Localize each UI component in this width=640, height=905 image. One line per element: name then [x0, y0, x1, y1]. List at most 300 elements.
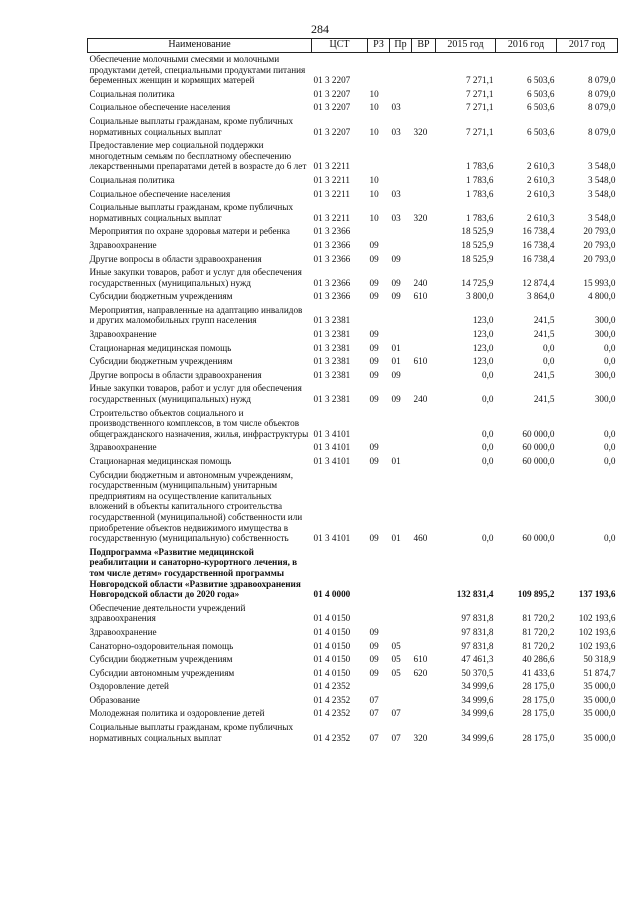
table-row [88, 201, 618, 225]
cell-2017: 3 548,0 [587, 188, 616, 199]
cell-2015: 18 525,9 [461, 226, 494, 237]
cell-name: Социальные выплаты гражданам, кроме публичных нормативных социальных выплат [89, 202, 294, 223]
cell-cst: 01 3 2366 [313, 277, 351, 288]
cell-pr: 09 [391, 277, 401, 288]
table-row [88, 101, 618, 115]
table-row [88, 188, 618, 202]
cell-pr: 07 [391, 732, 401, 743]
table-row [88, 253, 618, 267]
cell-name: Строительство объектов социального и производственного комплексов, в том числе объектов общегражданского назначения, жилья, инфраструктуры [89, 407, 309, 439]
cell-rz [368, 304, 390, 328]
cell-name: Здравоохранение [89, 626, 157, 637]
cell-vr [412, 602, 436, 626]
cell-2015: 123,0 [472, 342, 494, 353]
cell-2017: 35 000,0 [583, 708, 616, 719]
cell-pr [390, 139, 412, 174]
table-row [88, 355, 618, 369]
table-row [88, 88, 618, 102]
cell-2015: 34 999,6 [461, 708, 494, 719]
cell-name: Социальная политика [89, 88, 175, 99]
cell-pr [390, 174, 412, 188]
cell-vr [412, 640, 436, 654]
cell-2016: 6 503,6 [526, 102, 555, 113]
cell-rz [368, 225, 390, 239]
cell-pr: 09 [391, 253, 401, 264]
cell-pr: 09 [391, 291, 401, 302]
cell-2016: 0,0 [543, 356, 555, 367]
cell-2015: 18 525,9 [461, 239, 494, 250]
cell-rz [368, 602, 390, 626]
cell-name: Социальная политика [89, 174, 175, 185]
cell-rz: 07 [369, 732, 379, 743]
cell-pr [390, 239, 412, 253]
cell-2017: 102 193,6 [578, 613, 616, 624]
cell-2015: 0,0 [482, 456, 494, 466]
cell-rz: 09 [369, 456, 379, 466]
cell-vr: 610 [413, 356, 428, 367]
cell-2016: 2 610,3 [526, 161, 555, 172]
cell-2017: 20 793,0 [583, 253, 616, 264]
cell-cst: 01 4 2352 [313, 694, 351, 705]
cell-2017: 300,0 [594, 315, 616, 326]
cell-2016: 28 175,0 [522, 694, 555, 705]
header-2017: 2017 год [557, 39, 618, 53]
cell-2016: 28 175,0 [522, 708, 555, 719]
cell-cst: 01 3 2211 [313, 212, 350, 223]
cell-vr [412, 546, 436, 602]
cell-2015: 7 271,1 [465, 75, 494, 86]
cell-name: Иные закупки товаров, работ и услуг для обеспечения государственных (муниципальных) нужд [89, 383, 302, 405]
cell-name: Субсидии бюджетным учреждениям [89, 356, 233, 367]
cell-2017: 0,0 [604, 428, 616, 439]
cell-2016: 16 738,4 [522, 253, 555, 264]
cell-2016: 81 720,2 [522, 626, 555, 637]
cell-2017: 3 548,0 [587, 161, 616, 172]
cell-2015: 97 831,8 [461, 626, 494, 637]
table-row [88, 602, 618, 626]
cell-vr [412, 694, 436, 708]
header-2016: 2016 год [496, 39, 557, 53]
cell-2017: 50 318,9 [583, 654, 616, 665]
cell-name: Субсидии автономным учреждениям [89, 667, 235, 678]
table-row [88, 53, 618, 88]
cell-2015: 0,0 [482, 369, 494, 380]
cell-vr [412, 369, 436, 383]
cell-name: Образование [89, 694, 140, 705]
cell-pr [390, 304, 412, 328]
cell-rz: 09 [369, 239, 379, 250]
cell-vr [412, 188, 436, 202]
cell-pr: 05 [391, 654, 401, 665]
cell-vr [412, 53, 436, 88]
cell-cst: 01 3 2366 [313, 253, 351, 264]
cell-2015: 97 831,8 [461, 613, 494, 624]
cell-pr: 03 [391, 126, 401, 137]
cell-vr [412, 328, 436, 342]
cell-cst: 01 3 2211 [313, 174, 350, 185]
cell-pr [390, 53, 412, 88]
cell-rz: 09 [369, 640, 379, 651]
cell-2017: 3 548,0 [587, 212, 616, 223]
cell-2017: 0,0 [604, 442, 616, 453]
table-row [88, 304, 618, 328]
cell-rz: 10 [369, 212, 379, 223]
cell-cst: 01 3 4101 [313, 533, 351, 544]
cell-name: Стационарная медицинская помощь [89, 342, 232, 353]
cell-pr: 01 [391, 342, 401, 353]
cell-2015: 1 783,6 [465, 188, 494, 199]
table-row [88, 653, 618, 667]
cell-cst: 01 3 2366 [313, 291, 351, 302]
cell-2017: 0,0 [604, 533, 616, 544]
cell-rz [368, 139, 390, 174]
table-row [88, 546, 618, 602]
cell-cst: 01 3 2381 [313, 369, 351, 380]
cell-pr: 01 [391, 356, 401, 367]
table-row [88, 225, 618, 239]
cell-vr [412, 707, 436, 721]
table-header [88, 39, 618, 53]
header-vr: ВР [412, 39, 436, 53]
budget-table [87, 38, 618, 745]
cell-2016: 16 738,4 [522, 226, 555, 237]
table-row [88, 266, 618, 290]
cell-2017: 8 079,0 [587, 126, 616, 137]
cell-pr [390, 407, 412, 442]
cell-pr [390, 694, 412, 708]
cell-vr [412, 680, 436, 694]
cell-vr: 620 [413, 667, 428, 678]
table-row [88, 441, 618, 455]
cell-vr [412, 239, 436, 253]
cell-rz: 09 [369, 394, 379, 405]
cell-pr: 01 [391, 456, 401, 466]
cell-2016: 40 286,6 [522, 654, 555, 665]
cell-cst: 01 3 2207 [313, 75, 351, 86]
cell-2016: 60 000,0 [522, 456, 555, 466]
cell-rz: 07 [369, 708, 379, 719]
cell-name: Обеспечение деятельности учреждений здравоохранения [89, 602, 246, 624]
cell-2015: 3 800,0 [465, 291, 494, 302]
cell-2017: 4 800,0 [587, 291, 616, 302]
table-row [88, 382, 618, 406]
cell-2016: 241,5 [533, 394, 555, 405]
table-row [88, 342, 618, 356]
cell-2017: 8 079,0 [587, 88, 616, 99]
cell-2017: 137 193,6 [578, 589, 616, 600]
cell-cst: 01 3 2207 [313, 126, 351, 137]
cell-2015: 7 271,1 [465, 126, 494, 137]
table-row [88, 640, 618, 654]
cell-2015: 97 831,8 [461, 640, 494, 651]
cell-name: Здравоохранение [89, 239, 157, 250]
cell-rz: 07 [369, 694, 379, 705]
cell-cst: 01 4 0000 [313, 589, 351, 600]
cell-2017: 102 193,6 [578, 640, 616, 651]
cell-vr [412, 342, 436, 356]
cell-vr: 320 [413, 212, 428, 223]
cell-2017: 8 079,0 [587, 102, 616, 113]
cell-vr [412, 626, 436, 640]
cell-2015: 0,0 [482, 442, 494, 453]
cell-2016: 60 000,0 [522, 442, 555, 453]
cell-cst: 01 4 0150 [313, 613, 351, 624]
cell-2017: 3 548,0 [587, 174, 616, 185]
cell-pr [390, 441, 412, 455]
cell-vr [412, 101, 436, 115]
cell-2015: 7 271,1 [465, 102, 494, 113]
cell-2017: 20 793,0 [583, 226, 616, 237]
cell-2016: 28 175,0 [522, 732, 555, 743]
header-pr: Пр [390, 39, 412, 53]
header-cst: ЦСТ [312, 39, 368, 53]
cell-2015: 0,0 [482, 428, 494, 439]
cell-2015: 123,0 [472, 315, 494, 326]
cell-2015: 1 783,6 [465, 174, 494, 185]
cell-pr: 01 [391, 533, 401, 544]
cell-pr: 03 [391, 212, 401, 223]
table-row [88, 680, 618, 694]
cell-2015: 34 999,6 [461, 732, 494, 743]
cell-pr: 03 [391, 102, 401, 113]
cell-2016: 6 503,6 [526, 126, 555, 137]
cell-name: Субсидии бюджетным учреждениям [89, 654, 233, 665]
header-name: Наименование [88, 39, 312, 53]
cell-vr [412, 88, 436, 102]
cell-vr: 610 [413, 654, 428, 665]
cell-2016: 2 610,3 [526, 212, 555, 223]
cell-2016: 241,5 [533, 369, 555, 380]
cell-rz: 10 [369, 174, 379, 185]
cell-2016: 6 503,6 [526, 88, 555, 99]
cell-vr: 240 [413, 277, 428, 288]
table-row [88, 115, 618, 139]
cell-vr [412, 225, 436, 239]
cell-rz: 09 [369, 667, 379, 678]
cell-cst: 01 3 4101 [313, 428, 351, 439]
cell-name: Мероприятия по охране здоровья матери и ребенка [89, 226, 290, 237]
table-row [88, 174, 618, 188]
cell-rz [368, 546, 390, 602]
cell-2017: 51 874,7 [583, 667, 616, 678]
cell-2015: 1 783,6 [465, 161, 494, 172]
cell-cst: 01 3 2366 [313, 239, 351, 250]
cell-rz: 09 [369, 291, 379, 302]
cell-cst: 01 3 2381 [313, 394, 351, 405]
cell-vr [412, 139, 436, 174]
cell-2015: 18 525,9 [461, 253, 494, 264]
cell-2017: 35 000,0 [583, 694, 616, 705]
cell-rz: 09 [369, 277, 379, 288]
cell-vr: 320 [413, 732, 428, 743]
cell-cst: 01 4 0150 [313, 654, 351, 665]
cell-2015: 0,0 [482, 533, 494, 544]
cell-rz: 09 [369, 329, 379, 340]
cell-2016: 60 000,0 [522, 428, 555, 439]
table-row [88, 290, 618, 304]
cell-2015: 123,0 [472, 329, 494, 340]
cell-name: Предоставление мер социальной поддержки многодетным семьям по бесплатному обеспечению лекарственными препаратами детей в возрасте до 6 лет [89, 140, 307, 172]
cell-2016: 41 433,6 [522, 667, 555, 678]
cell-2016: 12 874,4 [522, 277, 555, 288]
cell-pr: 03 [391, 188, 401, 199]
table-body [88, 53, 618, 746]
cell-pr: 05 [391, 667, 401, 678]
cell-2015: 7 271,1 [465, 88, 494, 99]
page-number: 284 [311, 22, 329, 36]
cell-2017: 300,0 [594, 369, 616, 380]
cell-pr: 09 [391, 369, 401, 380]
cell-cst: 01 3 4101 [313, 442, 351, 453]
cell-vr [412, 455, 436, 469]
cell-name: Социальные выплаты гражданам, кроме публичных нормативных социальных выплат [89, 115, 294, 137]
cell-2016: 2 610,3 [526, 174, 555, 185]
cell-cst: 01 3 2207 [313, 102, 351, 113]
cell-rz: 09 [369, 654, 379, 665]
cell-name: Другие вопросы в области здравоохранения [89, 253, 262, 264]
cell-2015: 132 831,4 [456, 589, 494, 600]
cell-vr [412, 304, 436, 328]
cell-rz: 09 [369, 626, 379, 637]
cell-2016: 241,5 [533, 315, 555, 326]
cell-cst: 01 3 2381 [313, 356, 351, 367]
table-row [88, 407, 618, 442]
cell-rz: 10 [369, 188, 379, 199]
cell-name: Здравоохранение [89, 329, 157, 340]
cell-rz: 09 [369, 342, 379, 353]
cell-2016: 241,5 [533, 329, 555, 340]
table-row [88, 469, 618, 546]
cell-2015: 50 370,5 [461, 667, 494, 678]
table-row [88, 667, 618, 681]
cell-2017: 35 000,0 [583, 681, 616, 692]
cell-pr [390, 88, 412, 102]
cell-rz [368, 680, 390, 694]
header-rz: РЗ [368, 39, 390, 53]
cell-cst: 01 4 0150 [313, 626, 351, 637]
cell-2016: 81 720,2 [522, 640, 555, 651]
cell-name: Молодежная политика и оздоровление детей [89, 708, 265, 719]
cell-2017: 8 079,0 [587, 75, 616, 86]
cell-2015: 34 999,6 [461, 694, 494, 705]
cell-name: Стационарная медицинская помощь [89, 456, 232, 466]
cell-cst: 01 3 2381 [313, 315, 351, 326]
cell-2017: 300,0 [594, 394, 616, 405]
cell-vr [412, 407, 436, 442]
header-2015: 2015 год [436, 39, 496, 53]
table-row [88, 239, 618, 253]
cell-2017: 102 193,6 [578, 626, 616, 637]
cell-rz: 09 [369, 442, 379, 453]
cell-name: Обеспечение молочными смесями и молочными продуктами детей, специальными продуктами питания беременных женщин и кормящих матерей [89, 54, 306, 86]
cell-rz: 09 [369, 253, 379, 264]
cell-2015: 123,0 [472, 356, 494, 367]
cell-2017: 0,0 [604, 356, 616, 367]
cell-cst: 01 3 2381 [313, 329, 351, 340]
cell-2016: 28 175,0 [522, 681, 555, 692]
cell-2015: 47 461,3 [461, 654, 494, 665]
cell-2017: 35 000,0 [583, 732, 616, 743]
table-row [88, 707, 618, 721]
cell-2015: 34 999,6 [461, 681, 494, 692]
cell-pr [390, 602, 412, 626]
cell-cst: 01 3 2207 [313, 88, 351, 99]
table-row [88, 721, 618, 745]
cell-cst: 01 3 4101 [313, 456, 351, 466]
cell-2015: 14 725,9 [461, 277, 494, 288]
table-row [88, 139, 618, 174]
cell-2016: 16 738,4 [522, 239, 555, 250]
cell-pr: 05 [391, 640, 401, 651]
table-row [88, 328, 618, 342]
cell-rz: 10 [369, 102, 379, 113]
cell-name: Социальные выплаты гражданам, кроме публичных нормативных социальных выплат [89, 722, 294, 743]
cell-2016: 81 720,2 [522, 613, 555, 624]
cell-2016: 60 000,0 [522, 533, 555, 544]
table-row [88, 626, 618, 640]
cell-vr: 240 [413, 394, 428, 405]
cell-vr [412, 253, 436, 267]
cell-name: Иные закупки товаров, работ и услуг для обеспечения государственных (муниципальных) нужд [89, 267, 302, 288]
cell-cst: 01 3 2381 [313, 342, 351, 353]
cell-name: Субсидии бюджетным и автономным учреждениям, государственным (муниципальным) унитарным предприятиям на осуществление капитальных вложений в объекты капитального строительства государственной (муниципальной) собственности или приобретение объектов недвижимого имущества в государственную (муниципальную) собственность [89, 469, 303, 544]
cell-vr [412, 441, 436, 455]
cell-name: Социальное обеспечение населения [89, 188, 231, 199]
cell-name: Здравоохранение [89, 442, 157, 453]
cell-vr: 320 [413, 126, 428, 137]
cell-pr: 07 [391, 708, 401, 719]
cell-cst: 01 4 2352 [313, 708, 351, 719]
cell-pr [390, 328, 412, 342]
cell-2017: 0,0 [604, 456, 616, 466]
cell-rz: 09 [369, 356, 379, 367]
cell-name: Другие вопросы в области здравоохранения [89, 369, 262, 380]
cell-pr [390, 225, 412, 239]
cell-vr [412, 174, 436, 188]
table-row [88, 369, 618, 383]
cell-cst: 01 3 2211 [313, 161, 350, 172]
cell-cst: 01 4 2352 [313, 681, 351, 692]
cell-2016: 3 864,0 [526, 291, 555, 302]
cell-rz [368, 53, 390, 88]
cell-cst: 01 4 0150 [313, 667, 351, 678]
cell-2016: 6 503,6 [526, 75, 555, 86]
cell-name: Мероприятия, направленные на адаптацию инвалидов и других маломобильных групп населения [89, 304, 303, 326]
cell-cst: 01 3 2366 [313, 226, 351, 237]
cell-pr [390, 680, 412, 694]
cell-2017: 0,0 [604, 342, 616, 353]
cell-rz: 10 [369, 88, 379, 99]
cell-2016: 0,0 [543, 342, 555, 353]
cell-rz: 10 [369, 126, 379, 137]
cell-vr: 460 [413, 533, 428, 544]
cell-pr: 09 [391, 394, 401, 405]
cell-name: Подпрограмма «Развитие медицинской реабилитации и санаторно-курортного лечения, в том числе детям» государственной программы Новгородской области «Развитие здравоохранения Новгородской области до 2020 года» [89, 546, 301, 600]
cell-2017: 15 993,0 [583, 277, 616, 288]
cell-name: Оздоровление детей [89, 681, 169, 692]
cell-rz: 09 [369, 369, 379, 380]
cell-2015: 0,0 [482, 394, 494, 405]
cell-cst: 01 4 2352 [313, 732, 351, 743]
cell-pr [390, 546, 412, 602]
table-row [88, 455, 618, 469]
cell-rz [368, 407, 390, 442]
table-row [88, 694, 618, 708]
cell-cst: 01 4 0150 [313, 640, 351, 651]
cell-name: Санаторно-оздоровительная помощь [89, 640, 234, 651]
cell-2016: 2 610,3 [526, 188, 555, 199]
cell-name: Субсидии бюджетным учреждениям [89, 291, 233, 302]
